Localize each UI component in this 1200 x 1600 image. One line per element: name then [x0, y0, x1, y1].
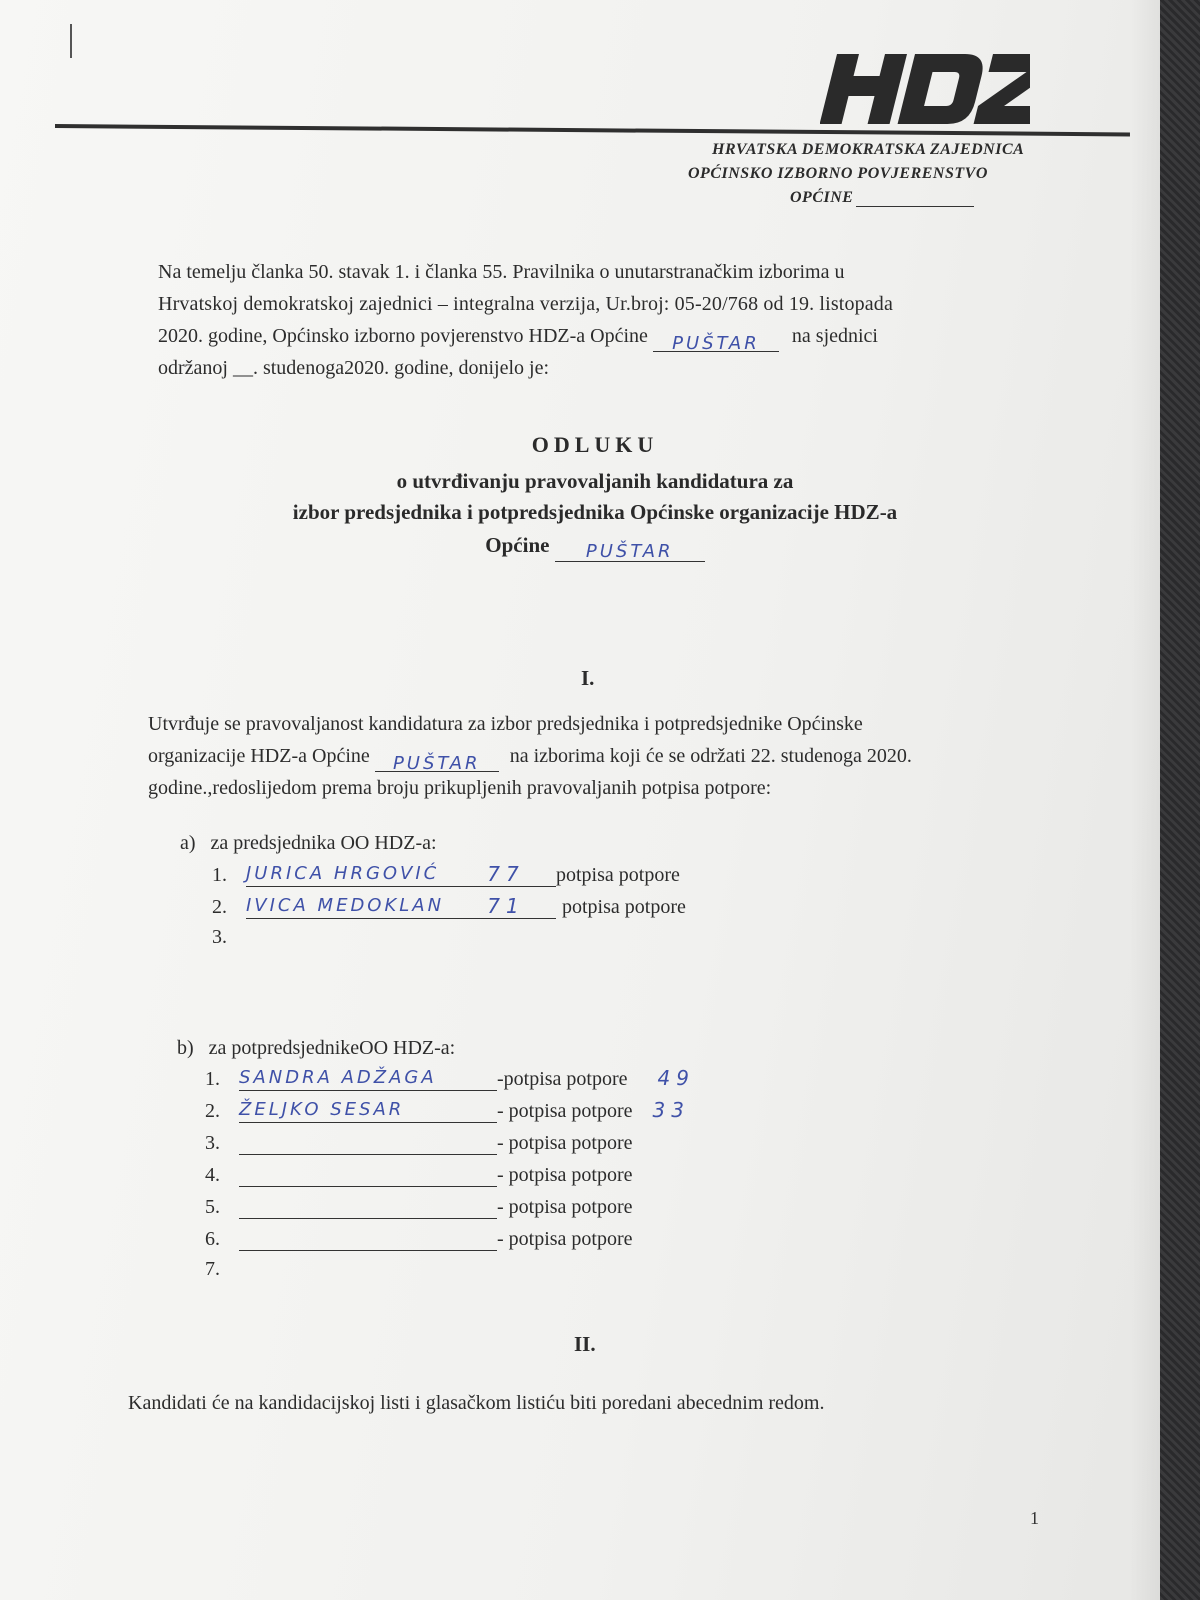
- vice-candidate-1: [205, 1066, 695, 1091]
- candidate-name-handwritten: IVICA MEDOKLAN: [246, 895, 445, 916]
- vice-candidate-6: [205, 1226, 633, 1251]
- president-candidate-2: [212, 894, 686, 919]
- decision-subtitle-1: o utvrđivanju pravovaljanih kandidatura za: [396, 469, 794, 493]
- title-municipality-label: Općine: [485, 533, 550, 557]
- s1-municipality-handwritten: PUŠTAR: [392, 753, 481, 774]
- candidate-name-field: [239, 1162, 497, 1187]
- candidate-name-handwritten: SANDRA ADŽAGA: [239, 1067, 437, 1088]
- decision-subtitle-2: izbor predsjednika i potpredsjednika Općinske organizacije HDZ-a: [292, 500, 898, 524]
- vice-candidate-5: [205, 1194, 633, 1219]
- section-1-heading: I.: [581, 666, 595, 690]
- votes-handwritten: 77: [487, 862, 525, 886]
- votes-handwritten: 49: [657, 1066, 695, 1090]
- votes-handwritten: 71: [487, 894, 525, 918]
- org-name: HRVATSKA DEMOKRATSKA ZAJEDNICA: [712, 141, 1025, 158]
- section-1-paragraph: [148, 708, 1028, 804]
- item-suffix: potpisa potpore: [556, 864, 680, 886]
- candidate-name-handwritten: ŽELJKO SESAR: [239, 1099, 405, 1120]
- item-number: 4.: [205, 1164, 220, 1186]
- decision-subtitle-3: [200, 528, 990, 562]
- president-candidate-3: [212, 926, 246, 949]
- hdz-logo: [820, 42, 1030, 129]
- vice-candidate-3: [205, 1130, 633, 1155]
- s1-municipality-field: [375, 747, 499, 772]
- vice-candidate-7: [205, 1258, 239, 1281]
- candidate-name-field: [239, 1226, 497, 1251]
- s1-text-3: godine.,redoslijedom prema broju prikupljenih pravovaljanih potpisa potpore:: [148, 777, 772, 799]
- item-number: 3.: [212, 926, 227, 948]
- background-surface: [1160, 0, 1200, 1600]
- candidate-name-field: [246, 862, 456, 887]
- president-candidate-1: [212, 862, 680, 887]
- votes-field: [456, 894, 556, 919]
- s1-text-2b: na izborima koji će se održati 22. studenoga 2020.: [509, 745, 912, 767]
- vice-candidate-4: [205, 1162, 633, 1187]
- item-suffix: - potpisa potpore: [497, 1132, 633, 1154]
- item-number: 7.: [205, 1258, 220, 1280]
- item-suffix: potpisa potpore: [562, 896, 686, 918]
- candidate-name-field: [239, 1194, 497, 1219]
- votes-field: [456, 862, 556, 887]
- edge-mark: [70, 24, 72, 58]
- vice-candidate-2: [205, 1098, 690, 1123]
- candidate-name-field: [239, 1066, 497, 1091]
- item-suffix: - potpisa potpore: [497, 1164, 633, 1186]
- candidate-name-field: [239, 1098, 497, 1123]
- intro-text-2: Hrvatskoj demokratskoj zajednici – integralna verzija, Ur.broj: 05-20/768 od 19. listopada: [158, 293, 893, 315]
- s1-line-2: [148, 740, 1028, 772]
- municipality-blank: [856, 192, 974, 207]
- president-list-label: a) za predsjednika OO HDZ-a:: [180, 832, 437, 854]
- s1-line-1: [148, 708, 1028, 740]
- municipality-label: OPĆINE: [790, 189, 854, 206]
- intro-line-4: [158, 352, 1018, 384]
- item-number: 3.: [205, 1132, 220, 1154]
- page-shadow: [1130, 0, 1160, 1600]
- intro-text-4: održanoj __. studenoga2020. godine, donijelo je:: [158, 357, 550, 379]
- item-number: 2.: [205, 1100, 220, 1122]
- item-number: 1.: [212, 864, 227, 886]
- intro-line-1: [158, 256, 1018, 288]
- title-municipality-field: [555, 533, 705, 562]
- candidate-name-handwritten: JURICA HRGOVIĆ: [246, 863, 440, 884]
- municipality-field: [653, 327, 779, 352]
- item-number: 5.: [205, 1196, 220, 1218]
- intro-line-3: [158, 320, 1018, 352]
- s1-line-3: [148, 772, 1028, 804]
- s1-text-2a: organizacije HDZ-a Općine: [148, 745, 370, 767]
- section-2-text: Kandidati će na kandidacijskoj listi i glasačkom listiću biti poredani abecednim redom.: [128, 1392, 825, 1414]
- item-suffix: - potpisa potpore: [497, 1100, 633, 1122]
- item-suffix: -potpisa potpore: [497, 1068, 628, 1090]
- item-number: 1.: [205, 1068, 220, 1090]
- title-municipality-handwritten: PUŠTAR: [585, 541, 674, 562]
- commission-name: OPĆINSKO IZBORNO POVJERENSTVO: [688, 165, 988, 182]
- intro-line-2: [158, 288, 1018, 320]
- municipality-handwritten: PUŠTAR: [672, 333, 760, 354]
- item-number: 6.: [205, 1228, 220, 1250]
- intro-text-3b: na sjednici: [791, 325, 878, 347]
- decision-title: ODLUKU: [531, 432, 659, 457]
- item-suffix: - potpisa potpore: [497, 1228, 633, 1250]
- page-number: 1: [1030, 1508, 1039, 1528]
- intro-text-3a: 2020. godine, Općinsko izborno povjerenstvo HDZ-a Općine: [158, 325, 648, 347]
- intro-paragraph: [158, 256, 1018, 384]
- vice-president-list-label: b) za potpredsjednikeOO HDZ-a:: [177, 1037, 456, 1059]
- municipality-header: [790, 189, 974, 207]
- candidate-name-field: [246, 894, 456, 919]
- s1-text-1: Utvrđuje se pravovaljanost kandidatura za izbor predsjednika i potpredsjednike Općinske: [148, 713, 863, 735]
- item-suffix: - potpisa potpore: [497, 1196, 633, 1218]
- candidate-name-field: [239, 1130, 497, 1155]
- votes-handwritten: 33: [652, 1098, 690, 1122]
- item-number: 2.: [212, 896, 227, 918]
- intro-text-1: Na temelju članka 50. stavak 1. i članka 55. Pravilnika o unutarstranačkim izborima u: [158, 261, 845, 283]
- section-2-heading: II.: [574, 1332, 596, 1356]
